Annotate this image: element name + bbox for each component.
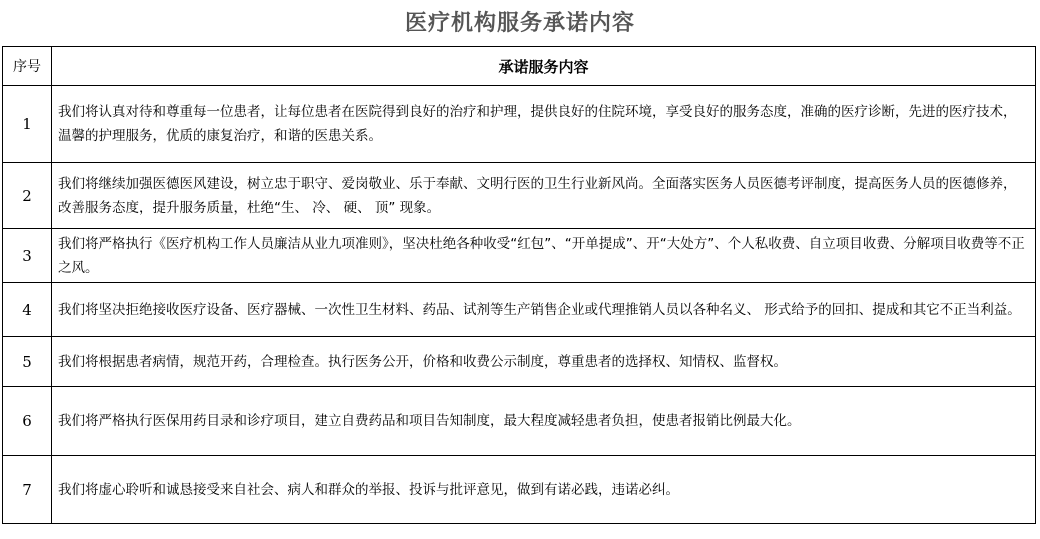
table-row: [3, 387, 1036, 456]
row-content: 我们将虚心聆听和诚恳接受来自社会、病人和群众的举报、投诉与批评意见，做到有诺必践，违诺必纠。: [52, 456, 1036, 524]
table-header-row: [3, 47, 1036, 86]
table-row: [3, 456, 1036, 524]
table-row: [3, 283, 1036, 337]
table-row: [3, 229, 1036, 283]
row-content: 我们将认真对待和尊重每一位患者，让每位患者在医院得到良好的治疗和护理，提供良好的住院环境，享受良好的服务态度，准确的医疗诊断，先进的医疗技术，温馨的护理服务，优质的康复治疗，和谐的医患关系。: [52, 86, 1036, 163]
row-content: 我们将坚决拒绝接收医疗设备、医疗器械、一次性卫生材料、药品、试剂等生产销售企业或代理推销人员以各种名义、 形式给予的回扣、提成和其它不正当利益。: [52, 283, 1036, 337]
row-number: 2: [3, 163, 52, 229]
row-number: 6: [3, 387, 52, 456]
table-row: [3, 337, 1036, 387]
row-number: 5: [3, 337, 52, 387]
row-content: 我们将根据患者病情，规范开药，合理检查。执行医务公开，价格和收费公示制度，尊重患者的选择权、知情权、监督权。: [52, 337, 1036, 387]
header-number: 序号: [3, 47, 52, 86]
header-content: 承诺服务内容: [52, 47, 1036, 86]
document-title: 医疗机构服务承诺内容: [404, 10, 635, 36]
row-content: 我们将继续加强医德医风建设，树立忠于职守、爱岗敬业、乐于奉献、文明行医的卫生行业新风尚。全面落实医务人员医德考评制度，提高医务人员的医德修养，改善服务态度，提升服务质量，杜绝“生、 冷、 硬、 顶” 现象。: [52, 163, 1036, 229]
row-number: 3: [3, 229, 52, 283]
table-row: [3, 163, 1036, 229]
row-number: 4: [3, 283, 52, 337]
row-number: 1: [3, 86, 52, 163]
row-number: 7: [3, 456, 52, 524]
commitment-table: [2, 46, 1036, 524]
row-content: 我们将严格执行医保用药目录和诊疗项目，建立自费药品和项目告知制度，最大程度减轻患者负担，使患者报销比例最大化。: [52, 387, 1036, 456]
table-row: [3, 86, 1036, 163]
row-content: 我们将严格执行《医疗机构工作人员廉洁从业九项准则》，坚决杜绝各种收受“红包”、“开单提成”、开“大处方”、个人私收费、自立项目收费、分解项目收费等不正之风。: [52, 229, 1036, 283]
